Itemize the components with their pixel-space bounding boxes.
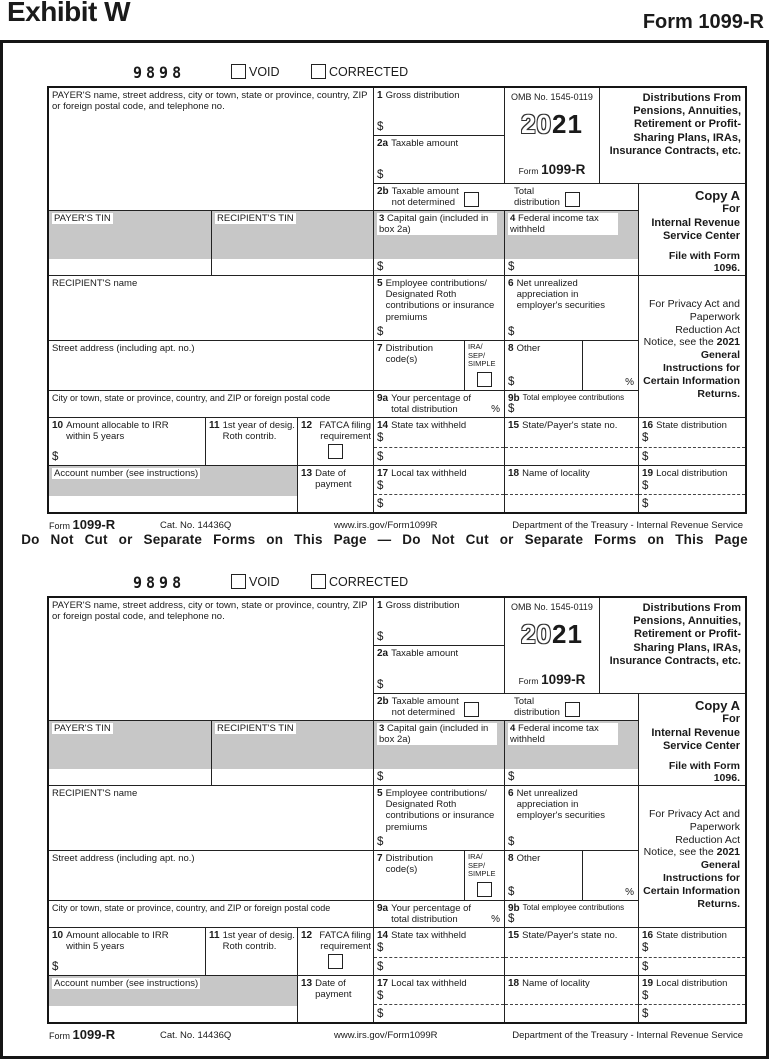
box-2b-label: Taxable amount not determined — [391, 186, 459, 209]
recipient-name-label: RECIPIENT'S name — [52, 788, 138, 799]
dollar-sign: $ — [508, 886, 515, 899]
box-6-label: Net unrealized appreciation in employer's securities — [516, 278, 605, 312]
dollar-sign: $ — [377, 261, 384, 274]
distributions-from-cell — [600, 598, 745, 694]
form-code-row — [47, 61, 743, 86]
box-14-label: State tax withheld — [391, 420, 467, 431]
box-13-label: Date of payment — [315, 978, 352, 1001]
dollar-sign: $ — [377, 942, 384, 954]
privacy-act-cell — [639, 786, 745, 928]
box-14-state-tax-cell[interactable] — [374, 928, 505, 976]
box-11-label: 1st year of desig. Roth contrib. — [222, 930, 295, 953]
box-18-locality-cell[interactable] — [505, 976, 639, 1022]
box-18-label: Name of locality — [522, 468, 590, 479]
box-number: 5 — [377, 278, 383, 289]
box-2a-taxable-amount-cell[interactable] — [374, 646, 505, 694]
form-code-9898: 9898 — [133, 63, 186, 83]
box-16-state-distribution-cell[interactable] — [639, 928, 745, 976]
dollar-sign: $ — [377, 121, 384, 134]
payer-name-label: PAYER'S name, street address, city or town, state or province, country, ZIP or foreign postal code, and telephone no. — [52, 90, 368, 113]
box-15-state-number-cell[interactable] — [505, 418, 639, 466]
payer-name-label: PAYER'S name, street address, city or town, state or province, country, ZIP or foreign postal code, and telephone no. — [52, 600, 368, 623]
box-5-label: Employee contributions/ Designated Roth contributions or insurance premiums — [385, 788, 495, 833]
dashed-rule — [639, 957, 745, 958]
tax-year: 2021 — [521, 618, 583, 649]
ira-sep-simple-checkbox[interactable] — [477, 372, 492, 387]
box-19-label: Local distribution — [656, 468, 728, 479]
footer-form-number: Form 1099-R — [49, 517, 116, 532]
dashed-rule — [374, 957, 504, 958]
payer-tin-label: PAYER'S TIN — [54, 213, 111, 224]
street-address-cell[interactable] — [49, 341, 374, 391]
footer-irs-url: www.irs.gov/Form1099R — [334, 520, 438, 531]
dollar-sign: $ — [377, 990, 384, 1002]
street-address-label: Street address (including apt. no.) — [52, 853, 195, 864]
box-number: 13 — [301, 978, 313, 989]
total-distribution-label: Total distribution — [514, 696, 560, 719]
dollar-sign: $ — [377, 631, 384, 644]
ira-sep-simple-cell[interactable] — [465, 341, 505, 391]
box-8-label: Other — [516, 853, 541, 864]
box-5-employee-contributions-cell[interactable] — [374, 786, 505, 851]
payer-tin-cell[interactable] — [49, 721, 212, 786]
city-label: City or town, state or province, country, and ZIP or foreign postal code — [52, 393, 331, 403]
box-13-date-cell[interactable] — [298, 466, 374, 512]
box-2a-taxable-amount-cell[interactable] — [374, 136, 505, 184]
payer-tin-cell[interactable] — [49, 211, 212, 276]
box-number: 10 — [52, 420, 64, 431]
box-8-other-cell[interactable] — [505, 341, 639, 391]
box-12-fatca-cell[interactable] — [298, 928, 374, 976]
box-12-label: FATCA filing requirement — [319, 930, 371, 953]
dollar-sign: $ — [377, 1008, 384, 1021]
dashed-rule — [505, 447, 638, 448]
form-copy — [47, 571, 747, 1043]
fatca-checkbox[interactable] — [328, 444, 343, 459]
omb-number: OMB No. 1545-0119 — [511, 92, 593, 102]
dashed-rule — [374, 494, 504, 495]
dollar-sign: $ — [377, 836, 384, 849]
dollar-sign: $ — [508, 376, 515, 389]
footer-irs-url: www.irs.gov/Form1099R — [334, 1030, 438, 1041]
box-12-label: FATCA filing requirement — [319, 420, 371, 443]
box-11-roth-year-cell[interactable] — [206, 928, 298, 976]
box-number: 19 — [642, 978, 654, 989]
void-checkbox[interactable] — [231, 64, 246, 79]
account-number-cell[interactable] — [49, 466, 298, 512]
box-15-label: State/Payer's state no. — [522, 930, 618, 941]
box-1-gross-distribution-cell[interactable] — [374, 88, 505, 136]
street-address-label: Street address (including apt. no.) — [52, 343, 195, 354]
dollar-sign: $ — [377, 498, 384, 511]
box-number: 1 — [377, 90, 383, 101]
box-7-label: Distribution code(s) — [385, 853, 434, 876]
box-17-label: Local tax withheld — [391, 978, 467, 989]
box-16-label: State distribution — [656, 930, 727, 941]
form-table — [47, 86, 747, 514]
void-label: VOID — [249, 574, 280, 589]
box-number: 13 — [301, 468, 313, 479]
box-18-label: Name of locality — [522, 978, 590, 989]
privacy-act-text: For Privacy Act and Paperwork Reduction Act Notice, see the — [643, 808, 740, 859]
box-5-employee-contributions-cell[interactable] — [374, 276, 505, 341]
recipient-tin-label: RECIPIENT'S TIN — [217, 723, 294, 734]
footer-cat-number: Cat. No. 14436Q — [160, 1030, 232, 1041]
footer-department: Department of the Treasury - Internal Revenue Service — [512, 1030, 743, 1041]
box-7-label: Distribution code(s) — [385, 343, 434, 366]
privacy-act-bold-text: 2021 General Instructions for Certain Information Returns. — [643, 846, 740, 910]
tax-year: 2021 — [521, 108, 583, 139]
box-16-label: State distribution — [656, 420, 727, 431]
box-9a-percentage-cell[interactable] — [374, 901, 505, 928]
box-number: 15 — [508, 930, 520, 941]
percent-sign: % — [491, 404, 500, 416]
dollar-sign: $ — [508, 326, 515, 339]
box-9b-label: Total employee contributions — [522, 393, 625, 402]
box-10-irr-cell[interactable] — [49, 418, 206, 466]
distributions-from-text: Distributions From Pensions, Annuities, Retirement or Profit-Sharing Plans, IRAs, Insurance Contracts, etc. — [609, 602, 741, 667]
dashed-rule — [505, 1004, 638, 1005]
city-label: City or town, state or province, country, and ZIP or foreign postal code — [52, 903, 331, 913]
box-15-state-number-cell[interactable] — [505, 928, 639, 976]
box-9a-percentage-cell[interactable] — [374, 391, 505, 418]
dollar-sign: $ — [642, 990, 649, 1002]
box-10-irr-cell[interactable] — [49, 928, 206, 976]
box-6-net-unrealized-cell[interactable] — [505, 276, 639, 341]
percent-sign: % — [625, 377, 634, 389]
dollar-sign: $ — [377, 961, 384, 974]
footer-form-number: Form 1099-R — [49, 1027, 116, 1042]
box-1-label: Gross distribution — [385, 600, 460, 611]
dollar-sign: $ — [377, 679, 384, 692]
copy-a-recipient: For Internal Revenue Service Center — [651, 203, 740, 242]
box-number: 14 — [377, 930, 389, 941]
box-19-label: Local distribution — [656, 978, 728, 989]
dollar-sign: $ — [508, 403, 515, 416]
box-10-label: Amount allocable to IRR within 5 years — [66, 930, 169, 953]
box-6-net-unrealized-cell[interactable] — [505, 786, 639, 851]
box-19-local-distribution-cell[interactable] — [639, 466, 745, 512]
box-16-state-distribution-cell[interactable] — [639, 418, 745, 466]
box-4-label: 4 Federal income tax withheld — [508, 213, 618, 235]
box-number: 6 — [508, 278, 514, 289]
city-cell[interactable] — [49, 391, 374, 418]
dollar-sign: $ — [642, 498, 649, 511]
total-distribution-checkbox[interactable] — [565, 702, 580, 717]
box-number: 16 — [642, 420, 654, 431]
box-number: 2b — [377, 186, 389, 197]
footer-department: Department of the Treasury - Internal Revenue Service — [512, 520, 743, 531]
dollar-sign: $ — [377, 771, 384, 784]
box-13-date-cell[interactable] — [298, 976, 374, 1022]
distributions-from-cell — [600, 88, 745, 184]
dashed-rule — [639, 1004, 745, 1005]
copy-a-cell — [639, 184, 745, 276]
box-9b-label: Total employee contributions — [522, 903, 625, 912]
dollar-sign: $ — [642, 432, 649, 444]
box-3-capital-gain-cell[interactable] — [374, 721, 505, 786]
box-10-label: Amount allocable to IRR within 5 years — [66, 420, 169, 443]
box-number: 6 — [508, 788, 514, 799]
box-number: 7 — [377, 853, 383, 864]
box-7-distribution-code-cell[interactable] — [374, 851, 465, 901]
copy-a-recipient: For Internal Revenue Service Center — [651, 713, 740, 752]
copy-a-title: Copy A — [694, 188, 740, 203]
recipient-tin-label: RECIPIENT'S TIN — [217, 213, 294, 224]
box-number: 11 — [209, 420, 220, 431]
box-2b-cell — [374, 694, 639, 721]
page-form-title: Form 1099-R — [642, 11, 764, 33]
box-13-label: Date of payment — [315, 468, 352, 491]
footer-cat-number: Cat. No. 14436Q — [160, 520, 232, 531]
box-number: 8 — [508, 853, 514, 864]
exhibit-title: Exhibit W — [7, 0, 131, 27]
box-number: 8 — [508, 343, 514, 354]
dashed-rule — [639, 494, 745, 495]
box-3-label: 3 Capital gain (included in box 2a) — [377, 723, 497, 745]
ira-sep-simple-cell[interactable] — [465, 851, 505, 901]
box-17-local-tax-cell[interactable] — [374, 976, 505, 1022]
dashed-rule — [374, 447, 504, 448]
account-number-label: Account number (see instructions) — [54, 978, 199, 989]
percent-sign: % — [491, 914, 500, 926]
box-1-gross-distribution-cell[interactable] — [374, 598, 505, 646]
box-number: 2a — [377, 138, 389, 149]
box-number: 2b — [377, 696, 389, 707]
box-number: 2a — [377, 648, 389, 659]
box-number: 9b — [508, 393, 520, 404]
dollar-sign: $ — [508, 771, 515, 784]
dashed-rule — [374, 1004, 504, 1005]
box-4-federal-tax-cell[interactable] — [505, 721, 639, 786]
city-cell[interactable] — [49, 901, 374, 928]
dollar-sign: $ — [508, 913, 515, 926]
page-border-box — [0, 40, 769, 1059]
dashed-rule — [639, 447, 745, 448]
dashed-rule — [505, 957, 638, 958]
box-12-fatca-cell[interactable] — [298, 418, 374, 466]
box-6-label: Net unrealized appreciation in employer's securities — [516, 788, 605, 822]
box-number: 19 — [642, 468, 654, 479]
box-number: 16 — [642, 930, 654, 941]
dashed-rule — [505, 494, 638, 495]
box-number: 11 — [209, 930, 220, 941]
ira-sep-simple-checkbox[interactable] — [477, 882, 492, 897]
box-9b-total-contributions-cell[interactable] — [505, 391, 639, 418]
omb-year-cell — [505, 598, 600, 694]
payer-tin-label: PAYER'S TIN — [54, 723, 111, 734]
account-number-label: Account number (see instructions) — [54, 468, 199, 479]
form-footer — [47, 1023, 743, 1043]
privacy-act-cell — [639, 276, 745, 418]
privacy-act-bold-text: 2021 General Instructions for Certain Information Returns. — [643, 336, 740, 400]
payer-name-cell[interactable] — [49, 598, 374, 721]
percent-sign: % — [625, 887, 634, 899]
box-number: 18 — [508, 978, 520, 989]
box-7-distribution-code-cell[interactable] — [374, 341, 465, 391]
box-number: 7 — [377, 343, 383, 354]
box-9a-label: Your percentage of total distribution — [391, 903, 472, 926]
dollar-sign: $ — [52, 451, 59, 464]
corrected-checkbox[interactable] — [311, 574, 326, 589]
box-number: 12 — [301, 420, 313, 431]
box-2b-label: Taxable amount not determined — [391, 696, 459, 719]
do-not-cut-text: Do Not Cut or Separate Forms on This Page — Do Not Cut or Separate Forms on This Page — [21, 532, 748, 547]
total-distribution-label: Total distribution — [514, 186, 560, 209]
dollar-sign: $ — [642, 1008, 649, 1021]
box-3-label: 3 Capital gain (included in box 2a) — [377, 213, 497, 235]
dollar-sign: $ — [377, 480, 384, 492]
box-number: 14 — [377, 420, 389, 431]
box-5-label: Employee contributions/ Designated Roth contributions or insurance premiums — [385, 278, 495, 323]
box-3-capital-gain-cell[interactable] — [374, 211, 505, 276]
ira-sep-simple-label: IRA/ SEP/ SIMPLE — [468, 342, 496, 369]
box-number: 5 — [377, 788, 383, 799]
box-2a-label: Taxable amount — [391, 138, 459, 149]
recipient-tin-cell[interactable] — [212, 211, 374, 276]
privacy-act-text: For Privacy Act and Paperwork Reduction Act Notice, see the — [643, 298, 740, 349]
box-14-state-tax-cell[interactable] — [374, 418, 505, 466]
recipient-name-label: RECIPIENT'S name — [52, 278, 138, 289]
form-footer — [47, 513, 743, 533]
void-checkbox[interactable] — [231, 574, 246, 589]
box-18-locality-cell[interactable] — [505, 466, 639, 512]
box-14-label: State tax withheld — [391, 930, 467, 941]
dollar-sign: $ — [377, 432, 384, 444]
box-number: 9b — [508, 903, 520, 914]
fatca-checkbox[interactable] — [328, 954, 343, 969]
box-19-local-distribution-cell[interactable] — [639, 976, 745, 1022]
box-17-label: Local tax withheld — [391, 468, 467, 479]
form-code-9898: 9898 — [133, 573, 186, 593]
box-1-label: Gross distribution — [385, 90, 460, 101]
dollar-sign: $ — [52, 961, 59, 974]
box-8-other-cell[interactable] — [505, 851, 639, 901]
form-copy — [47, 61, 747, 533]
form-code-row — [47, 571, 743, 596]
box-9b-total-contributions-cell[interactable] — [505, 901, 639, 928]
recipient-name-cell[interactable] — [49, 786, 374, 851]
box-number: 9a — [377, 903, 389, 914]
box-number: 15 — [508, 420, 520, 431]
taxable-amount-not-determined-checkbox[interactable] — [464, 192, 479, 207]
box-11-label: 1st year of desig. Roth contrib. — [222, 420, 295, 443]
box-number: 17 — [377, 468, 389, 479]
file-with-1096: File with Form 1096. — [668, 249, 740, 275]
taxable-amount-not-determined-checkbox[interactable] — [464, 702, 479, 717]
dollar-sign: $ — [377, 169, 384, 182]
dollar-sign: $ — [642, 451, 649, 464]
box-4-federal-tax-cell[interactable] — [505, 211, 639, 276]
copy-a-cell — [639, 694, 745, 786]
void-label: VOID — [249, 64, 280, 79]
account-number-cell[interactable] — [49, 976, 298, 1022]
dollar-sign: $ — [508, 836, 515, 849]
dollar-sign: $ — [377, 451, 384, 464]
recipient-tin-cell[interactable] — [212, 721, 374, 786]
payer-name-cell[interactable] — [49, 88, 374, 211]
box-number: 9a — [377, 393, 389, 404]
box-4-label: 4 Federal income tax withheld — [508, 723, 618, 745]
street-address-cell[interactable] — [49, 851, 374, 901]
box-number: 1 — [377, 600, 383, 611]
box-17-local-tax-cell[interactable] — [374, 466, 505, 512]
dollar-sign: $ — [642, 942, 649, 954]
box-number: 18 — [508, 468, 520, 479]
form-table — [47, 596, 747, 1024]
omb-year-cell — [505, 88, 600, 184]
dollar-sign: $ — [377, 326, 384, 339]
box-number: 17 — [377, 978, 389, 989]
box-2a-label: Taxable amount — [391, 648, 459, 659]
dollar-sign: $ — [642, 480, 649, 492]
form-number-line: Form 1099-R — [518, 672, 586, 688]
box-11-roth-year-cell[interactable] — [206, 418, 298, 466]
copy-a-title: Copy A — [694, 698, 740, 713]
box-number: 10 — [52, 930, 64, 941]
recipient-name-cell[interactable] — [49, 276, 374, 341]
box-15-label: State/Payer's state no. — [522, 420, 618, 431]
box-9a-label: Your percentage of total distribution — [391, 393, 472, 416]
ira-sep-simple-label: IRA/ SEP/ SIMPLE — [468, 852, 496, 879]
dollar-sign: $ — [508, 261, 515, 274]
distributions-from-text: Distributions From Pensions, Annuities, Retirement or Profit-Sharing Plans, IRAs, Insurance Contracts, etc. — [609, 92, 741, 157]
form-number-line: Form 1099-R — [518, 162, 586, 178]
box-2b-cell — [374, 184, 639, 211]
corrected-label: CORRECTED — [329, 64, 409, 79]
corrected-checkbox[interactable] — [311, 64, 326, 79]
box-8-label: Other — [516, 343, 541, 354]
box-number: 12 — [301, 930, 313, 941]
dollar-sign: $ — [642, 961, 649, 974]
omb-number: OMB No. 1545-0119 — [511, 602, 593, 612]
total-distribution-checkbox[interactable] — [565, 192, 580, 207]
corrected-label: CORRECTED — [329, 574, 409, 589]
file-with-1096: File with Form 1096. — [668, 759, 740, 785]
